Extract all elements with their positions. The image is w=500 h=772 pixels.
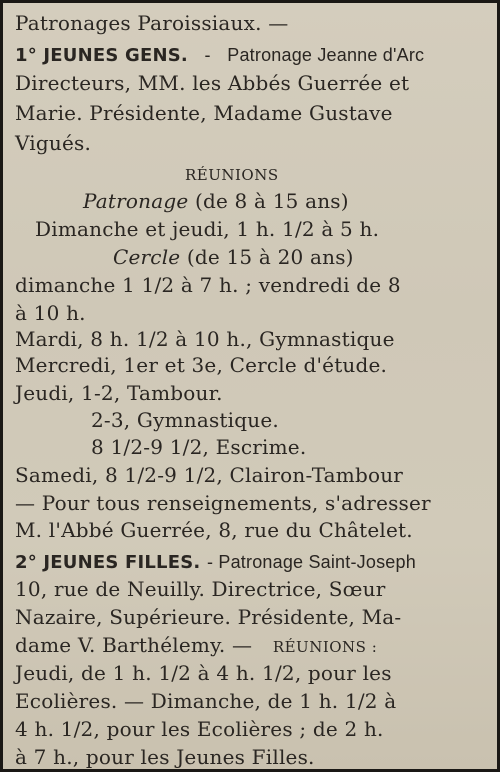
cercle-line2: à 10 h.: [15, 301, 86, 325]
cercle-line1: dimanche 1 1/2 à 7 h. ; vendredi de 8: [15, 273, 401, 297]
jeudi-line: Jeudi, 1-2, Tambour.: [15, 381, 223, 405]
section1-line3: Marie. Présidente, Madame Gustave: [15, 101, 393, 125]
section2-line4: [15, 633, 377, 659]
heading: [15, 11, 288, 35]
section2-number: 2° JEUNES FILLES.: [15, 552, 201, 573]
section2-patronage: - Patronage Saint-Joseph: [206, 552, 416, 572]
section2-reunions: RÉUNIONS :: [272, 638, 378, 656]
section1-header: [15, 42, 424, 68]
section1-number: 1° JEUNES GENS.: [15, 45, 188, 66]
cercle-line: [113, 245, 354, 269]
document-page: [3, 3, 497, 769]
samedi-line: Samedi, 8 1/2-9 1/2, Clairon-Tambour: [15, 463, 404, 487]
section1-line2: Directeurs, MM. les Abbés Guerrée et: [15, 71, 410, 95]
section2-line6: Ecolières. — Dimanche, de 1 h. 1/2 à: [15, 689, 397, 713]
section2-line7: 4 h. 1/2, pour les Ecolières ; de 2 h.: [15, 717, 384, 741]
jeudi-line3: 8 1/2-9 1/2, Escrime.: [91, 435, 307, 459]
cercle-label: Cercle: [113, 245, 181, 269]
renseignements-line: — Pour tous renseignements, s'adresser: [15, 491, 431, 515]
section2-line3: Nazaire, Supérieure. Présidente, Ma-: [15, 605, 402, 629]
reunions-title: [185, 161, 279, 187]
patronage-ages: (de 8 à 15 ans): [194, 189, 349, 213]
mardi-line: Mardi, 8 h. 1/2 à 10 h., Gymnastique: [15, 327, 395, 351]
jeudi-line2: 2-3, Gymnastique.: [91, 408, 279, 432]
heading-text: Patronages Paroissiaux. —: [15, 11, 289, 35]
section2-line4a: dame V. Barthélemy. —: [15, 633, 253, 657]
patronage-line: [83, 189, 349, 213]
section1-patronage: Patronage Jeanne d'Arc: [227, 45, 425, 65]
patronage-label: Patronage: [83, 189, 189, 213]
section2-line2: 10, rue de Neuilly. Directrice, Sœur: [15, 577, 386, 601]
adresse-line: M. l'Abbé Guerrée, 8, rue du Châtelet.: [15, 518, 413, 542]
cercle-ages: (de 15 à 20 ans): [186, 245, 354, 269]
section2-line5: Jeudi, de 1 h. 1/2 à 4 h. 1/2, pour les: [15, 661, 392, 685]
section1-dash: -: [204, 45, 211, 65]
section1-line4: Vigués.: [15, 131, 92, 155]
patronage-times: Dimanche et jeudi, 1 h. 1/2 à 5 h.: [35, 217, 380, 241]
reunions-title-text: RÉUNIONS: [185, 166, 279, 184]
mercredi-line: Mercredi, 1er et 3e, Cercle d'étude.: [15, 353, 388, 377]
section2-header: [15, 549, 416, 575]
section2-line8: à 7 h., pour les Jeunes Filles.: [15, 745, 315, 769]
